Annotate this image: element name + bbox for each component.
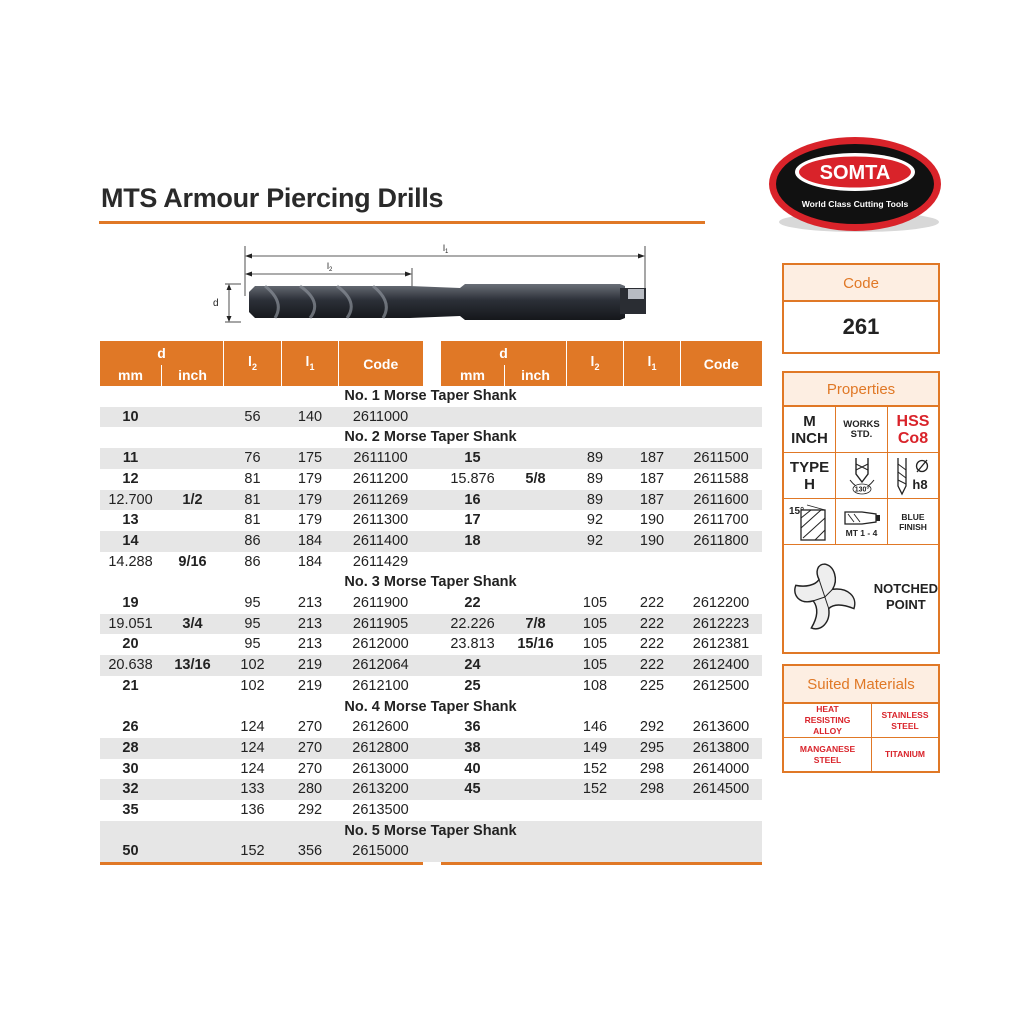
length-l2: 102	[224, 655, 282, 676]
diameter-inch	[162, 676, 224, 697]
length-l2: 136	[224, 800, 282, 821]
diameter-mm: 20	[100, 634, 162, 655]
length-l1: 190	[624, 510, 681, 531]
point-label: POINT	[885, 596, 926, 612]
notched-point-row	[784, 545, 938, 648]
product-code: 2612223	[681, 614, 762, 635]
diameter-mm: 16	[441, 490, 505, 511]
header-l2-right: $l_2$	[567, 341, 624, 386]
metric-label: M	[803, 412, 816, 430]
dim-l2-label: $l_2$	[327, 261, 333, 273]
diameter-mm: 22	[441, 593, 505, 614]
length-l2: 105	[567, 634, 624, 655]
diameter-mm: 28	[100, 738, 162, 759]
length-l2: 95	[224, 634, 282, 655]
diameter-mm: 26	[100, 717, 162, 738]
diameter-mm: 11	[100, 448, 162, 469]
length-l1: 270	[282, 717, 339, 738]
length-l1: 298	[624, 759, 681, 780]
product-code: 2611269	[339, 490, 423, 511]
section-title: No. 3 Morse Taper Shank	[100, 572, 762, 593]
section-header-row	[100, 386, 762, 407]
header-d-right: d	[441, 341, 567, 365]
header-d: d	[100, 341, 224, 365]
finish-label: FINISH	[899, 521, 927, 532]
table-row	[100, 841, 762, 862]
header-mm-right: mm	[441, 365, 505, 386]
h8-label: h8	[912, 476, 928, 492]
product-code: 2611429	[339, 552, 423, 573]
product-code: 2614000	[681, 759, 762, 780]
title-underline	[99, 221, 705, 224]
length-l1: 222	[624, 634, 681, 655]
code-panel	[782, 263, 940, 354]
length-l1: 190	[624, 531, 681, 552]
length-l2: 133	[224, 779, 282, 800]
length-l2: 152	[224, 841, 282, 862]
length-l1: 219	[282, 655, 339, 676]
header-inch: inch	[162, 365, 224, 386]
length-l1: 187	[624, 448, 681, 469]
header-mm: mm	[100, 365, 162, 386]
table-row	[100, 717, 762, 738]
material-heat-resisting-alloy: HEAT RESISTING ALLOY	[784, 704, 872, 738]
material-stainless-steel: STAINLESS STEEL	[872, 704, 938, 738]
blue-finish-cell	[888, 499, 938, 545]
length-l2: 89	[567, 448, 624, 469]
section-header-row	[100, 697, 762, 718]
diameter-inch: 5/8	[505, 469, 567, 490]
product-code: 2613500	[339, 800, 423, 821]
diameter-mm: 22.226	[441, 614, 505, 635]
diameter-mm: 25	[441, 676, 505, 697]
diameter-mm: 10	[100, 407, 162, 428]
table-row	[100, 779, 762, 800]
blue-label: BLUE	[901, 511, 925, 522]
length-l1: 213	[282, 614, 339, 635]
diameter-mm: 14	[100, 531, 162, 552]
table-row	[100, 593, 762, 614]
diameter-mm: 12	[100, 469, 162, 490]
product-code: 2612400	[681, 655, 762, 676]
product-code: 2615000	[339, 841, 423, 862]
length-l1: 222	[624, 655, 681, 676]
hss-label: HSS	[896, 412, 930, 430]
std-label: STD.	[850, 428, 873, 440]
length-l1: 292	[624, 717, 681, 738]
diameter-mm: 19.051	[100, 614, 162, 635]
hss-co8-cell	[888, 407, 938, 453]
diameter-mm: 12.700	[100, 490, 162, 511]
diameter-mm: 21	[100, 676, 162, 697]
length-l1: 140	[282, 407, 339, 428]
length-l2: 86	[224, 552, 282, 573]
length-l2: 86	[224, 531, 282, 552]
helix-angle-label: 15°	[788, 505, 804, 517]
section-title: No. 4 Morse Taper Shank	[100, 697, 762, 718]
diameter-inch	[162, 759, 224, 780]
diameter-inch: 13/16	[162, 655, 224, 676]
length-l2: 92	[567, 531, 624, 552]
diameter-mm: 15	[441, 448, 505, 469]
length-l1: 179	[282, 510, 339, 531]
suited-materials-panel	[782, 664, 940, 773]
length-l2: 124	[224, 759, 282, 780]
diameter-inch	[162, 448, 224, 469]
header-l1: $l_1$	[282, 341, 339, 386]
diameter-inch	[162, 593, 224, 614]
product-code: 2611600	[681, 490, 762, 511]
length-l1: 175	[282, 448, 339, 469]
table-row	[100, 655, 762, 676]
product-code: 2612600	[339, 717, 423, 738]
product-code: 2611700	[681, 510, 762, 531]
length-l2: 105	[567, 614, 624, 635]
co8-label: Co8	[897, 429, 929, 447]
length-l1: 222	[624, 593, 681, 614]
table-row	[100, 407, 762, 428]
diameter-inch	[162, 510, 224, 531]
length-l2: 124	[224, 717, 282, 738]
length-l1: 213	[282, 634, 339, 655]
diameter-mm: 13	[100, 510, 162, 531]
diameter-mm: 30	[100, 759, 162, 780]
inch-label: INCH	[791, 429, 828, 447]
product-code: 2612200	[681, 593, 762, 614]
header-code: Code	[339, 341, 423, 386]
diameter-inch: 9/16	[162, 552, 224, 573]
h8-tolerance-icon	[892, 456, 934, 496]
length-l2: 92	[567, 510, 624, 531]
logo-brand: SOMTA	[819, 162, 891, 184]
code-panel-value: 261	[842, 314, 880, 339]
product-code: 2612100	[339, 676, 423, 697]
product-code: 2611900	[339, 593, 423, 614]
type-h-label: H	[804, 475, 815, 493]
works-label: WORKS	[843, 418, 880, 430]
diameter-inch	[162, 407, 224, 428]
code-panel-label: Code	[784, 265, 938, 302]
length-l2: 105	[567, 655, 624, 676]
morse-taper-label: MT 1 - 4	[845, 527, 878, 538]
length-l1: 184	[282, 552, 339, 573]
length-l2: 89	[567, 490, 624, 511]
diameter-inch: 3/4	[162, 614, 224, 635]
left-table-body	[100, 386, 762, 862]
length-l1: 179	[282, 490, 339, 511]
product-code: 2611500	[681, 448, 762, 469]
table-row	[100, 469, 762, 490]
table-row	[100, 800, 762, 821]
material-titanium: TITANIUM	[885, 749, 925, 759]
drill-diagram	[205, 240, 665, 330]
length-l2: 102	[224, 676, 282, 697]
table-row	[100, 614, 762, 635]
diameter-mm: 24	[441, 655, 505, 676]
product-code: 2614500	[681, 779, 762, 800]
diameter-mm: 40	[441, 759, 505, 780]
diameter-inch	[162, 779, 224, 800]
diameter-mm: 15.876	[441, 469, 505, 490]
table-row	[100, 490, 762, 511]
diameter-mm: 38	[441, 738, 505, 759]
length-l1: 270	[282, 759, 339, 780]
length-l1: 219	[282, 676, 339, 697]
table-row	[100, 510, 762, 531]
notched-label: NOTCHED	[873, 580, 938, 596]
length-l2: 124	[224, 738, 282, 759]
product-code: 2613000	[339, 759, 423, 780]
product-code: 2612381	[681, 634, 762, 655]
product-code: 2613800	[681, 738, 762, 759]
length-l2: 152	[567, 759, 624, 780]
type-h-cell	[784, 453, 836, 499]
length-l2: 81	[224, 469, 282, 490]
diameter-mm: 18	[441, 531, 505, 552]
table-row	[100, 738, 762, 759]
diameter-mm: 50	[100, 841, 162, 862]
product-code: 2611000	[339, 407, 423, 428]
table-row	[100, 448, 762, 469]
product-code: 2612064	[339, 655, 423, 676]
helix-angle-cell	[784, 499, 836, 545]
header-l1-right: $l_1$	[624, 341, 681, 386]
morse-taper-icon	[842, 506, 882, 528]
diameter-mm: 23.813	[441, 634, 505, 655]
page-title: MTS Armour Piercing Drills	[101, 183, 444, 213]
suited-materials-label: Suited Materials	[784, 666, 938, 704]
section-header-row	[100, 572, 762, 593]
length-l2: 152	[567, 779, 624, 800]
point-angle-label: 130°	[854, 486, 869, 493]
length-l1: 225	[624, 676, 681, 697]
diameter-inch	[162, 841, 224, 862]
properties-panel	[782, 371, 940, 654]
logo-tagline: World Class Cutting Tools	[801, 199, 909, 209]
length-l1: 295	[624, 738, 681, 759]
diameter-inch: 7/8	[505, 614, 567, 635]
product-code: 2611800	[681, 531, 762, 552]
diameter-mm: 14.288	[100, 552, 162, 573]
length-l2: 95	[224, 593, 282, 614]
length-l1: 187	[624, 469, 681, 490]
diameter-mm: 36	[441, 717, 505, 738]
dim-d-label: d	[213, 298, 219, 309]
header-inch-right: inch	[505, 365, 567, 386]
length-l2: 108	[567, 676, 624, 697]
length-l2: 81	[224, 490, 282, 511]
length-l1: 280	[282, 779, 339, 800]
header-l2: $l_2$	[224, 341, 282, 386]
product-code: 2613600	[681, 717, 762, 738]
dim-l1-label: $l_1$	[443, 243, 449, 255]
section-header-row	[100, 821, 762, 842]
length-l1: 187	[624, 490, 681, 511]
length-l2: 89	[567, 469, 624, 490]
length-l1: 292	[282, 800, 339, 821]
material-manganese-steel: MANGANESE STEEL	[784, 738, 872, 771]
table-row	[100, 552, 762, 573]
drills-table-left	[99, 341, 762, 865]
length-l2: 95	[224, 614, 282, 635]
type-label: TYPE	[789, 458, 830, 476]
product-code: 2612000	[339, 634, 423, 655]
point-angle-icon	[842, 456, 882, 496]
product-code: 2611588	[681, 469, 762, 490]
product-code: 2612500	[681, 676, 762, 697]
properties-label: Properties	[784, 373, 938, 407]
product-code: 2611100	[339, 448, 423, 469]
somta-logo	[767, 134, 943, 234]
length-l1: 298	[624, 779, 681, 800]
works-std-cell	[836, 407, 888, 453]
diameter-inch	[162, 469, 224, 490]
diameter-inch	[162, 717, 224, 738]
length-l2: 76	[224, 448, 282, 469]
point-angle-cell	[836, 453, 888, 499]
product-code: 2612800	[339, 738, 423, 759]
section-header-row	[100, 427, 762, 448]
diameter-inch	[162, 531, 224, 552]
diameter-inch	[162, 738, 224, 759]
length-l1: 184	[282, 531, 339, 552]
length-l2: 81	[224, 510, 282, 531]
product-code: 2611905	[339, 614, 423, 635]
length-l2: 56	[224, 407, 282, 428]
diameter-inch: 15/16	[505, 634, 567, 655]
section-title: No. 2 Morse Taper Shank	[100, 427, 762, 448]
helix-angle-icon	[787, 502, 833, 542]
length-l2: 149	[567, 738, 624, 759]
product-code: 2613200	[339, 779, 423, 800]
morse-taper-cell	[836, 499, 888, 545]
h8-cell	[888, 453, 938, 499]
header-code-right: Code	[681, 341, 762, 386]
diameter-mm: 45	[441, 779, 505, 800]
section-title: No. 5 Morse Taper Shank	[100, 821, 762, 842]
diameter-inch	[162, 800, 224, 821]
notched-point-icon	[790, 557, 860, 637]
diameter-inch: 1/2	[162, 490, 224, 511]
table-row	[100, 634, 762, 655]
section-title: No. 1 Morse Taper Shank	[100, 386, 762, 407]
length-l1: 222	[624, 614, 681, 635]
diameter-mm: 19	[100, 593, 162, 614]
length-l1: 213	[282, 593, 339, 614]
diameter-mm: 32	[100, 779, 162, 800]
table-row	[100, 676, 762, 697]
product-code: 2611200	[339, 469, 423, 490]
product-code: 2611300	[339, 510, 423, 531]
length-l2: 146	[567, 717, 624, 738]
table-row	[100, 759, 762, 780]
length-l1: 179	[282, 469, 339, 490]
length-l1: 356	[282, 841, 339, 862]
product-code: 2611400	[339, 531, 423, 552]
diameter-mm: 17	[441, 510, 505, 531]
diameter-inch	[162, 634, 224, 655]
metric-inch-cell	[784, 407, 836, 453]
length-l2: 105	[567, 593, 624, 614]
diameter-mm: 35	[100, 800, 162, 821]
table-row	[100, 531, 762, 552]
length-l1: 270	[282, 738, 339, 759]
diameter-mm: 20.638	[100, 655, 162, 676]
